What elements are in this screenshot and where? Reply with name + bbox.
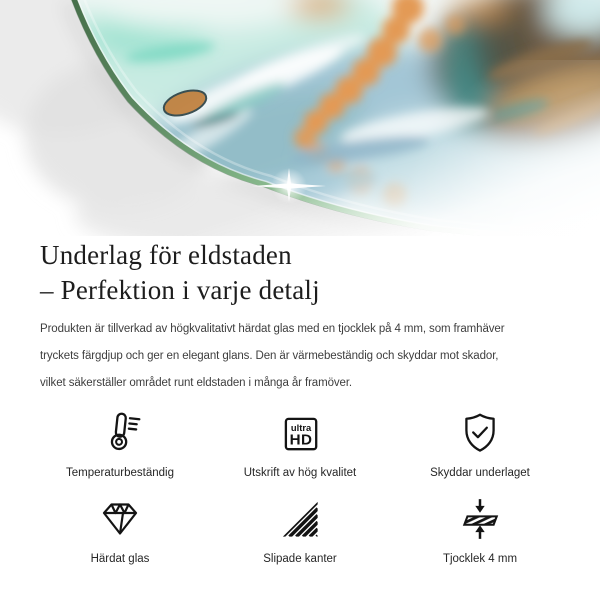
ultra-hd-badge-bottom: HD xyxy=(289,431,313,449)
description-line: tryckets färgdjup och ger en elegant glans. Den är värmebeständig och skyddar mot skador, xyxy=(40,350,499,362)
feature-label: Temperaturbeständig xyxy=(65,467,175,479)
feature-label: Slipade kanter xyxy=(263,553,337,565)
feature-protects-surface xyxy=(400,407,560,479)
feature-label: Tjocklek 4 mm xyxy=(442,553,518,565)
ultra-hd-badge-top: ultra xyxy=(290,421,312,433)
feature-temperature xyxy=(40,407,200,479)
thickness-icon xyxy=(457,496,503,542)
beveled-edges-icon xyxy=(277,496,323,542)
feature-label: Skyddar underlaget xyxy=(430,467,530,479)
feature-print-quality xyxy=(220,407,380,479)
thermometer-icon xyxy=(97,410,143,456)
feature-label: Utskrift av hög kvalitet xyxy=(243,467,357,479)
feature-thickness xyxy=(400,493,560,565)
feature-label: Härdat glas xyxy=(90,553,150,565)
page-title xyxy=(40,238,560,308)
feature-tempered-glass xyxy=(40,493,200,565)
page-title-line2: – Perfektion i varje detalj xyxy=(40,275,320,305)
glass-panel-artwork xyxy=(0,0,600,236)
feature-polished-edges xyxy=(220,493,380,565)
page-title-line1: Underlag för eldstaden xyxy=(40,240,292,270)
white-fade-corner xyxy=(300,60,600,236)
shield-check-icon xyxy=(457,410,503,456)
product-description xyxy=(40,316,560,397)
hero-product-image xyxy=(0,0,600,236)
diamond-icon xyxy=(97,498,143,540)
ultra-hd-icon xyxy=(277,410,323,456)
feature-grid xyxy=(40,407,560,565)
description-line: vilket säkerställer området runt eldstaden i många år framöver. xyxy=(40,377,353,389)
description-line: Produkten är tillverkad av högkvalitativt härdat glas med en tjocklek på 4 mm, som framhäver xyxy=(40,323,505,335)
